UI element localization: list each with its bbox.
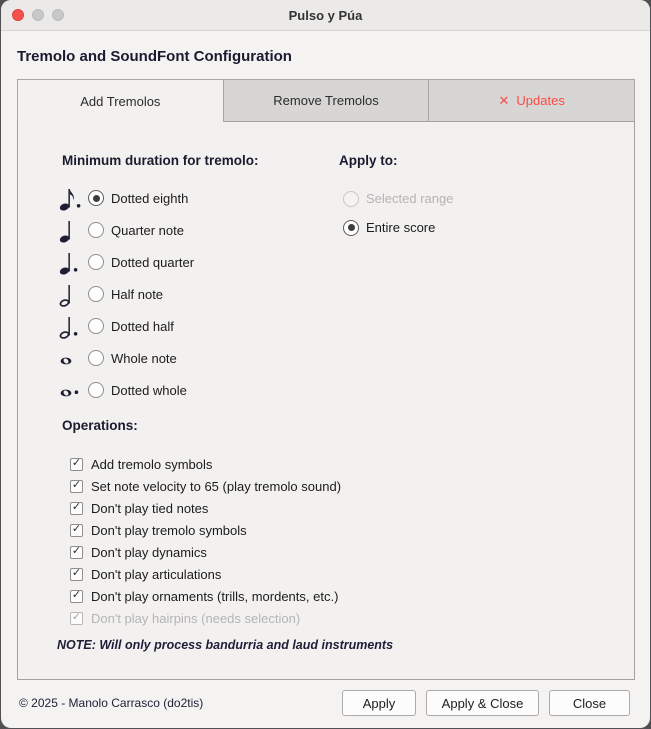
checkbox-checked-icon — [70, 612, 83, 625]
tab-content-pane — [17, 121, 635, 680]
footer-buttons — [342, 690, 630, 716]
checkbox-checked-icon[interactable] — [70, 502, 83, 515]
checkbox-checked-icon[interactable] — [70, 524, 83, 537]
dotted-quarter-note-icon — [58, 248, 88, 276]
checkbox-checked-icon[interactable] — [70, 458, 83, 471]
radio-option-dotted-whole[interactable] — [58, 374, 194, 406]
radio-button[interactable] — [88, 286, 104, 302]
checkbox-label: Don't play tremolo symbols — [91, 522, 247, 538]
radio-label: Dotted quarter — [111, 254, 195, 270]
radio-label: Half note — [111, 286, 164, 302]
radio-option-whole-note[interactable] — [58, 342, 194, 374]
radio-option-dotted-half[interactable] — [58, 310, 194, 342]
apply-and-close-button[interactable]: Apply & Close — [426, 690, 539, 716]
checkbox-add-tremolo-symbols[interactable] — [70, 453, 341, 475]
checkbox-label: Don't play tied notes — [91, 500, 209, 516]
apply-section-label: Apply to: — [339, 153, 398, 168]
radio-label: Entire score — [366, 220, 436, 235]
radio-button[interactable] — [88, 382, 104, 398]
checkbox-dont-play-dynamics[interactable] — [70, 541, 341, 563]
window-title: Pulso y Púa — [288, 7, 363, 23]
close-button[interactable]: Close — [549, 690, 630, 716]
duration-section-label: Minimum duration for tremolo: — [62, 153, 259, 168]
checkbox-dont-play-ornaments[interactable] — [70, 585, 341, 607]
checkbox-checked-icon[interactable] — [70, 546, 83, 559]
checkbox-set-note-velocity[interactable] — [70, 475, 341, 497]
dotted-eighth-note-icon — [58, 184, 88, 212]
radio-button[interactable] — [88, 318, 104, 334]
radio-label: Selected range — [366, 191, 454, 206]
checkbox-checked-icon[interactable] — [70, 568, 83, 581]
checkbox-label: Set note velocity to 65 (play tremolo sound) — [91, 478, 342, 494]
radio-label: Dotted half — [111, 318, 174, 334]
radio-option-quarter-note[interactable] — [58, 214, 194, 246]
apply-button[interactable]: Apply — [342, 690, 416, 716]
radio-button — [343, 191, 359, 207]
checkbox-label: Don't play articulations — [91, 566, 222, 582]
apply-to-options — [343, 184, 453, 242]
dialog-window — [1, 0, 650, 728]
radio-option-dotted-eighth[interactable] — [58, 182, 194, 214]
operations-checklist — [70, 453, 341, 629]
tab-label: Updates — [516, 93, 565, 108]
note-text: NOTE: Will only process bandurria and laud instruments — [57, 638, 394, 652]
tab-bar — [17, 79, 635, 121]
tab-remove-tremolos[interactable] — [223, 79, 430, 121]
whole-note-icon — [58, 344, 88, 372]
copyright-text: © 2025 - Manolo Carrasco (do2tis) — [19, 696, 204, 710]
radio-button[interactable] — [88, 222, 104, 238]
radio-button[interactable] — [343, 220, 359, 236]
page-title: Tremolo and SoundFont Configuration — [17, 48, 292, 65]
radio-label: Dotted eighth — [111, 190, 189, 206]
checkbox-dont-play-tremolo-symbols[interactable] — [70, 519, 341, 541]
radio-option-dotted-quarter[interactable] — [58, 246, 194, 278]
radio-button[interactable] — [88, 254, 104, 270]
tab-add-tremolos[interactable] — [17, 79, 224, 122]
checkbox-label: Don't play hairpins (needs selection) — [91, 610, 301, 626]
radio-button[interactable] — [88, 350, 104, 366]
tab-label: Add Tremolos — [80, 93, 161, 109]
quarter-note-icon — [58, 216, 88, 244]
checkbox-label: Add tremolo symbols — [91, 456, 213, 472]
radio-option-selected-range — [343, 184, 453, 213]
dotted-half-note-icon — [58, 312, 88, 340]
tab-label: Remove Tremolos — [273, 93, 379, 108]
duration-options — [58, 182, 194, 406]
radio-option-half-note[interactable] — [58, 278, 194, 310]
checkbox-dont-play-hairpins — [70, 607, 341, 629]
radio-button[interactable] — [88, 190, 104, 206]
checkbox-checked-icon[interactable] — [70, 480, 83, 493]
x-icon: ✕ — [498, 92, 510, 108]
half-note-icon — [58, 280, 88, 308]
checkbox-dont-play-tied-notes[interactable] — [70, 497, 341, 519]
radio-label: Quarter note — [111, 222, 184, 238]
checkbox-label: Don't play ornaments (trills, mordents, etc.) — [91, 588, 339, 604]
checkbox-dont-play-articulations[interactable] — [70, 563, 341, 585]
radio-option-entire-score[interactable] — [343, 213, 453, 242]
radio-label: Dotted whole — [111, 382, 187, 398]
dotted-whole-note-icon — [58, 376, 88, 404]
checkbox-checked-icon[interactable] — [70, 590, 83, 603]
radio-label: Whole note — [111, 350, 177, 366]
tab-updates[interactable] — [428, 79, 635, 121]
checkbox-label: Don't play dynamics — [91, 544, 207, 560]
operations-section-label: Operations: — [62, 418, 138, 433]
title-bar — [1, 0, 650, 31]
